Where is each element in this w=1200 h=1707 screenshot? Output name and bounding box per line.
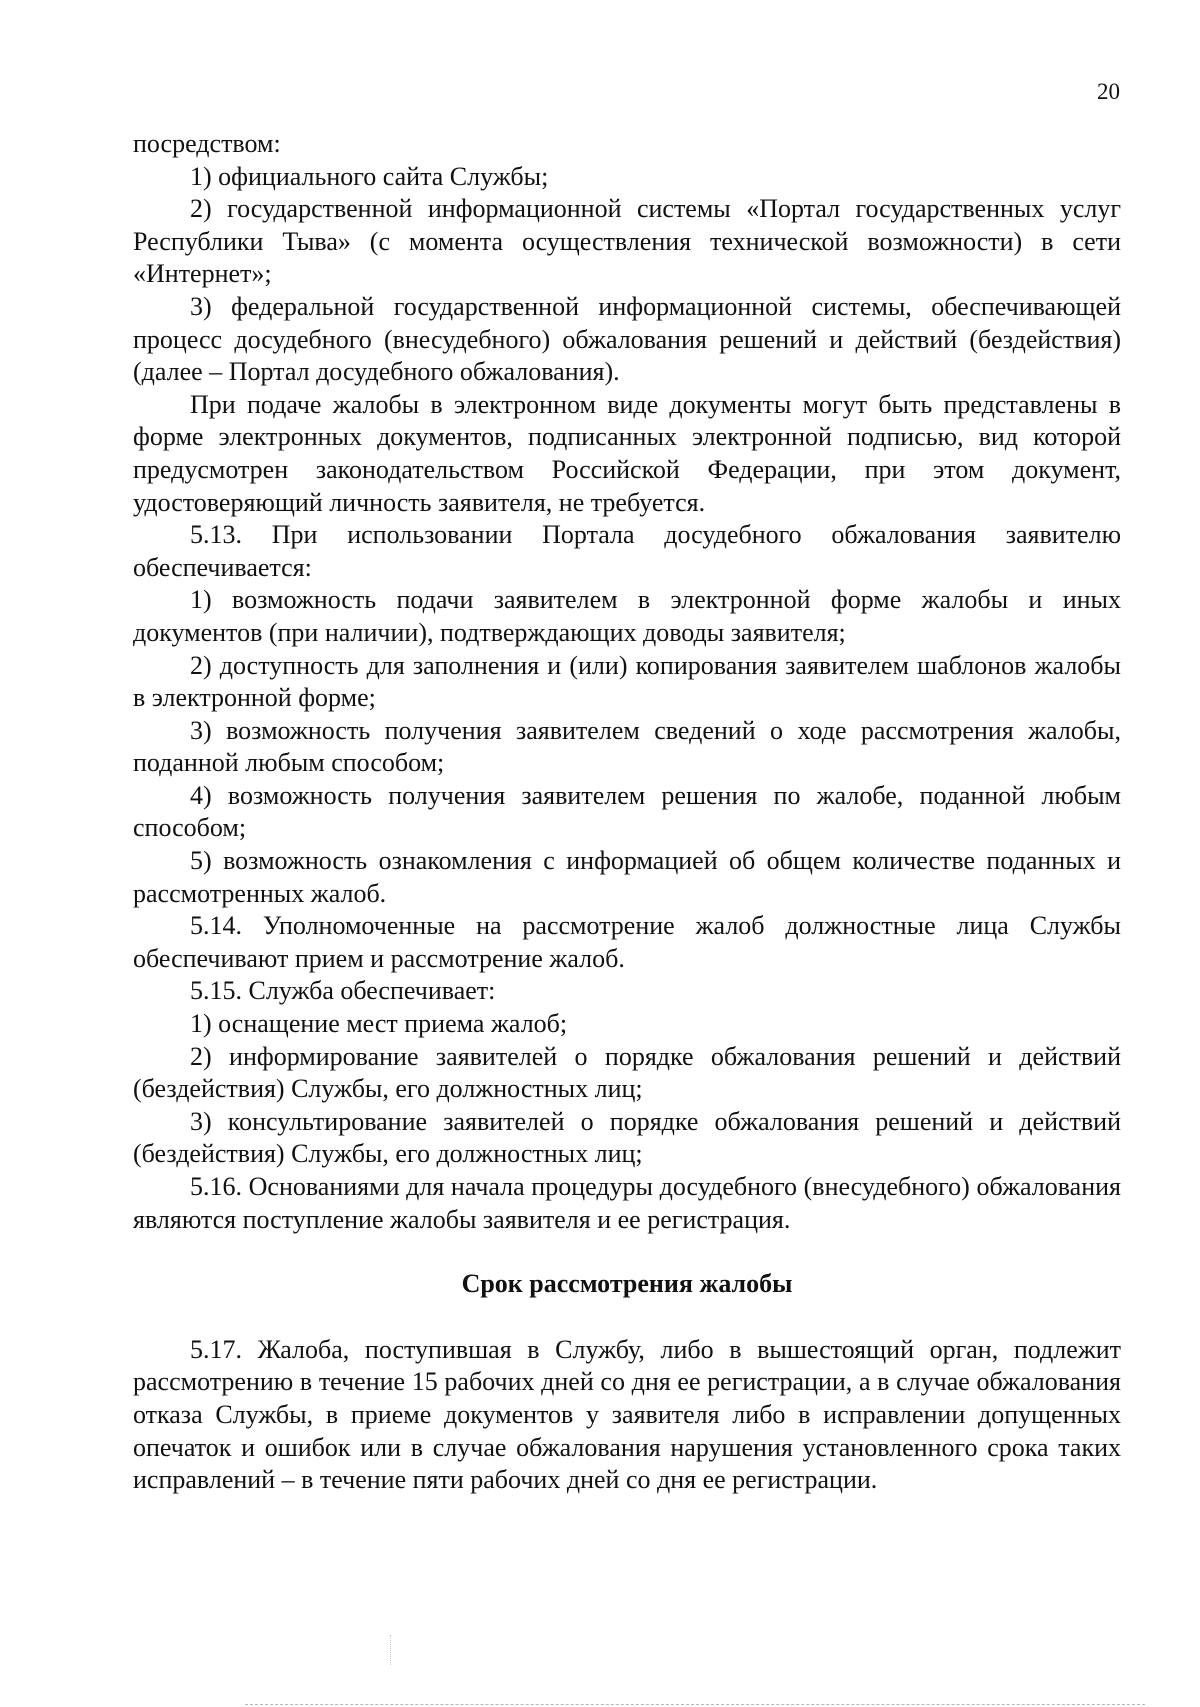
paragraph-5-17: 5.17. Жалоба, поступившая в Службу, либо в вышестоящий орган, подлежит рассмотрению в течение 15 рабочих дней со дня ее регистрации, а в случае обжалования отказа Службы, в приеме документов у заявителя либо в исправлении допущенных опечаток и ошибок или в случае обжалования нарушения установленного срока таких исправлений – в течение пяти рабочих дней со дня ее регистрации. [133, 1334, 1121, 1495]
paragraph-5-14: 5.14. Уполномоченные на рассмотрение жалоб должностные лица Службы обеспечивают прием и рассмотрение жалоб. [133, 911, 1121, 973]
paragraphs-after-heading [133, 1334, 1121, 1497]
list-item-decision-receipt: 4) возможность получения заявителем решения по жалобе, поданной любым способом; [133, 780, 1121, 843]
scan-edge-line [245, 1704, 1145, 1706]
scan-artifact [390, 1635, 392, 1665]
spacer [133, 1301, 1121, 1334]
document-body [133, 128, 1121, 1497]
list-item-progress-info: 3) возможность получения заявителем сведений о ходе рассмотрения жалобы, поданной любым способом; [133, 715, 1121, 778]
list-item-templates-availability: 2) доступность для заполнения и (или) копирования заявителем шаблонов жалобы в электронной форме; [133, 650, 1121, 713]
list-item-official-site: 1) официального сайта Службы; [190, 161, 549, 191]
list-item-consulting: 3) консультирование заявителей о порядке обжалования решений и действий (бездействия) Службы, его должностных лиц; [133, 1106, 1121, 1169]
paragraphs-before-heading [133, 128, 1121, 1236]
list-item-equipment: 1) оснащение мест приема жалоб; [190, 1009, 568, 1039]
list-item-informing: 2) информирование заявителей о порядке обжалования решений и действий (бездействия) Службы, его должностных лиц; [133, 1041, 1121, 1104]
list-item-submission-possibility: 1) возможность подачи заявителем в электронной форме жалобы и иных документов (при наличии), подтверждающих доводы заявителя; [133, 585, 1121, 647]
paragraph-5-13: 5.13. При использовании Портала досудебного обжалования заявителю обеспечивается: [133, 520, 1121, 582]
paragraph-electronic-submission: При подаче жалобы в электронном виде документы могут быть представлены в форме электронных документов, подписанных электронной подписью, вид которой предусмотрен законодательством Российской Федерации, при этом документ, удостоверяющий личность заявителя, не требуется. [133, 389, 1121, 517]
page-number: 20 [1097, 79, 1120, 104]
section-heading: Срок рассмотрения жалобы [461, 1269, 793, 1299]
paragraph-5-15: 5.15. Служба обеспечивает: [190, 976, 496, 1006]
spacer [133, 1236, 1121, 1268]
paragraph-intro: посредством: [133, 129, 281, 158]
list-item-statistics: 5) возможность ознакомления с информацией об общем количестве поданных и рассмотренных жалоб. [133, 846, 1121, 908]
list-item-state-portal: 2) государственной информационной системы «Портал государственных услуг Республики Тыва» (с момента осуществления технической возможности) в сети «Интернет»; [133, 194, 1121, 289]
list-item-federal-system: 3) федеральной государственной информационной системы, обеспечивающей процесс досудебного (внесудебного) обжалования решений и действий (бездействия) (далее – Портал досудебного обжалования). [133, 291, 1121, 387]
paragraph-5-16: 5.16. Основаниями для начала процедуры досудебного (внесудебного) обжалования являются поступление жалобы заявителя и ее регистрация. [133, 1172, 1121, 1234]
